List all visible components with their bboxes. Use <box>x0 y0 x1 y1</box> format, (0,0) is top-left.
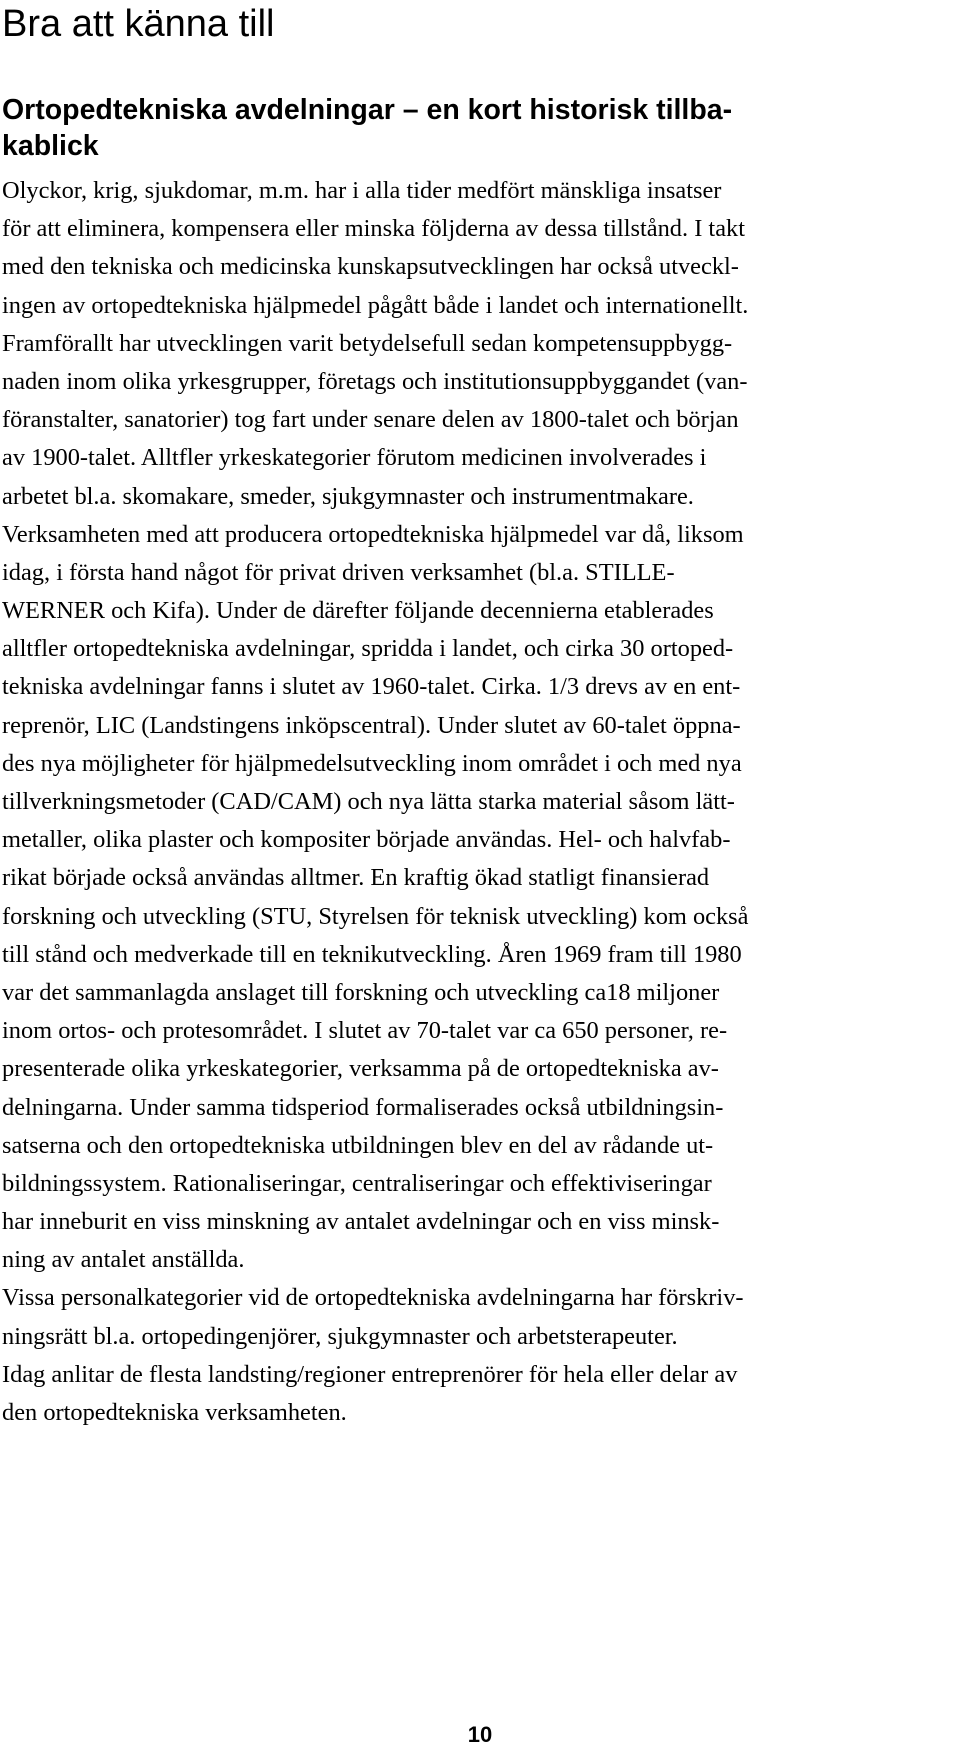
body-text-line: Verksamheten med att producera ortopedtekniska hjälpmedel var då, liksom <box>2 520 744 548</box>
section-heading-line: Ortopedtekniska avdelningar – en kort historisk tillba- <box>2 94 733 126</box>
body-text-line: alltfler ortopedtekniska avdelningar, spridda i landet, och cirka 30 ortoped- <box>2 635 734 663</box>
section-heading-line: kablick <box>2 130 99 162</box>
body-text-line: har inneburit en viss minskning av antalet avdelningar och en viss minsk- <box>2 1208 720 1236</box>
body-text-line: idag, i första hand något för privat driven verksamhet (bl.a. STILLE- <box>2 558 675 586</box>
body-text-line: ningsrätt bl.a. ortopedingenjörer, sjukgymnaster och arbetsterapeuter. <box>2 1322 678 1350</box>
page-number: 10 <box>467 1722 493 1747</box>
body-text-line: tillverkningsmetoder (CAD/CAM) och nya lätta starka material såsom lätt- <box>2 788 735 815</box>
body-text-line: ning av antalet anställda. <box>2 1246 245 1274</box>
body-text-line: WERNER och Kifa). Under de därefter följande decennierna etablerades <box>2 597 714 625</box>
body-text-line: presenterade olika yrkeskategorier, verksamma på de ortopedtekniska av- <box>2 1055 719 1083</box>
body-text-line: föranstalter, sanatorier) tog fart under senare delen av 1800-talet och början <box>2 406 739 434</box>
body-text-line: Vissa personalkategorier vid de ortopedtekniska avdelningarna har förskriv- <box>2 1284 744 1312</box>
body-text-line: Framförallt har utvecklingen varit betydelsefull sedan kompetensuppbygg- <box>2 329 733 357</box>
body-text-line: rikat började också användas alltmer. En kraftig ökad statligt finansierad <box>2 864 710 892</box>
body-text-line: ingen av ortopedtekniska hjälpmedel pågått både i landet och internationellt. <box>2 291 749 319</box>
body-text-line: naden inom olika yrkesgrupper, företags och institutionsuppbyggandet (van- <box>2 367 748 395</box>
section-heading <box>2 92 942 164</box>
body-text-line: med den tekniska och medicinska kunskapsutvecklingen har också utveckl- <box>2 253 739 281</box>
body-text-line: den ortopedtekniska verksamheten. <box>2 1399 347 1426</box>
body-text-line: till stånd och medverkade till en teknikutveckling. Åren 1969 fram till 1980 <box>2 940 742 968</box>
body-text-line: reprenör, LIC (Landstingens inköpscentral). Under slutet av 60-talet öppna- <box>2 711 741 739</box>
body-text-line: av 1900-talet. Alltfler yrkeskategorier förutom medicinen involverades i <box>2 444 707 472</box>
body-text-line: forskning och utveckling (STU, Styrelsen för teknisk utveckling) kom också <box>2 902 749 930</box>
body-text-line: tekniska avdelningar fanns i slutet av 1960-talet. Cirka. 1/3 drevs av en ent- <box>2 673 741 701</box>
body-text-line: Olyckor, krig, sjukdomar, m.m. har i alla tider medfört mänskliga insatser <box>2 177 722 204</box>
body-text-line: delningarna. Under samma tidsperiod formaliserades också utbildningsin- <box>2 1093 724 1121</box>
body-text-line: des nya möjligheter för hjälpmedelsutveckling inom området i och med nya <box>2 749 742 777</box>
page-header: Bra att känna till <box>2 3 275 45</box>
body-text-line: Idag anlitar de flesta landsting/regioner entreprenörer för hela eller delar av <box>2 1360 738 1388</box>
body-text-line: för att eliminera, kompensera eller minska följderna av dessa tillstånd. I takt <box>2 215 745 243</box>
body-text-line: bildningssystem. Rationaliseringar, centraliseringar och effektiviseringar <box>2 1169 712 1197</box>
body-text-line: arbetet bl.a. skomakare, smeder, sjukgymnaster och instrumentmakare. <box>2 482 694 510</box>
body-text-line: metaller, olika plaster och kompositer började användas. Hel- och halvfab- <box>2 826 731 854</box>
body-text <box>2 172 952 1432</box>
body-text-line: var det sammanlagda anslaget till forskning och utveckling ca18 miljoner <box>2 978 720 1006</box>
body-text-line: inom ortos- och protesområdet. I slutet av 70-talet var ca 650 personer, re- <box>2 1017 728 1045</box>
body-text-line: satserna och den ortopedtekniska utbildningen blev en del av rådande ut- <box>2 1131 714 1159</box>
